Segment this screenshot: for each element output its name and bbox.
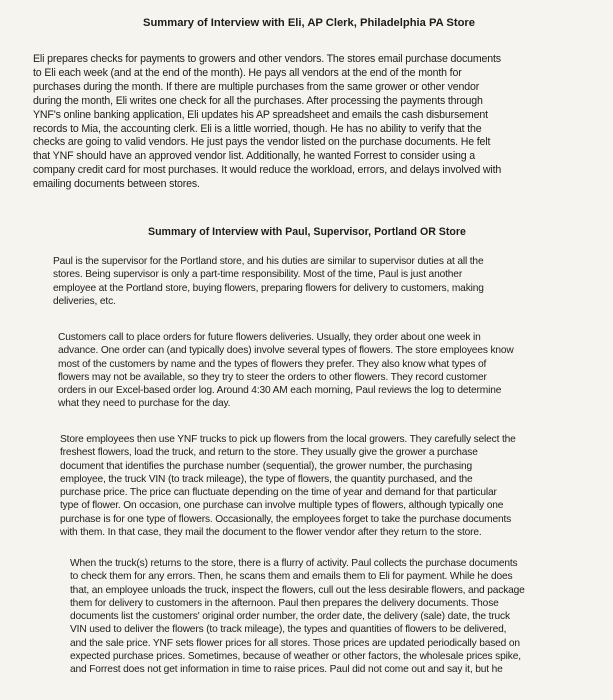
text-line: Store employees then use YNF trucks to pick up flowers from the local growers. They carefully select the [60,434,516,445]
text-line: to Eli each week (and at the end of the month). He pays all vendors at the end of the month for [33,66,462,79]
text-line: employee at the Portland store, buying flowers, preparing flowers for delivery to customers, making [53,282,484,294]
text-line: When the truck(s) returns to the store, there is a flurry of activity. Paul collects the purchase documents [70,558,518,569]
text-line: and the sale price. YNF sets flower prices for all stores. Those prices are updated periodically based on [70,637,520,649]
text-line: most of the customers by name and the types of flowers they prefer. They also know what types of [58,358,487,370]
text-line: that YNF should have an approved vendor list. Additionally, he wanted Forrest to consider using a [33,150,476,163]
text-line: employee, the truck VIN (to track mileage), the type of flowers, the quantity purchased, and the [60,473,473,485]
text-line: during the month, Eli writes one check for all the purchases. After processing the payments through [33,94,483,107]
text-line: what they need to purchase for the day. [58,398,231,410]
text-line: purchases during the month. If there are multiple purchases from the same grower or other vendor [33,80,480,93]
text-line: document that identifies the purchase number (sequential), the grower number, the purchasing [60,460,473,472]
text-line: company credit card for most purchases. It would reduce the workload, errors, and delays involved with [33,164,502,177]
text-line: purchase is for one type of flowers. Occasionally, the employees forget to take the purchase documents [60,513,512,525]
text-line: YNF's online banking application, Eli updates his AP spreadsheet and emails the cash disbursement [33,108,488,121]
text-line: orders in our Excel-based order log. Around 4:30 AM each morning, Paul reviews the log to determine [58,385,502,397]
text-line: deliveries, etc. [53,295,116,307]
text-line: type of flower. On occasion, one purchase can involve multiple types of flowers, although typically one [60,500,504,512]
paragraph-purchasing [60,433,516,539]
text-line: checks are going to valid vendors. He just pays the vendor listed on the purchase documents. He felt [33,136,491,149]
text-line: and Forrest does not get information in time to raise prices. Paul did not come out and say it, but he [70,664,503,676]
text-line: purchase price. The price can fluctuate depending on the time of year and demand for that particular [60,487,497,499]
text-line: expected purchase prices. Sometimes, because of weather or other factors, the wholesale prices spike, [70,651,521,663]
text-line: advance. One order can (and typically does) involve several types of flowers. The store employees know [58,345,514,357]
text-line: emailing documents between stores. [33,178,200,191]
text-line: freshest flowers, load the truck, and return to the store. They usually give the grower a purchase [60,447,478,459]
text-line: Customers call to place orders for future flowers deliveries. Usually, they order about one week in [58,332,481,343]
paragraph-deliveries [70,557,525,677]
text-line: with them. In that case, they mail the document to the flower vendor after they return to the store. [60,527,482,539]
text-line: flowers may not be available, so they try to steer the orders to other flowers. They record customer [58,371,487,383]
text-line: Paul is the supervisor for the Portland store, and his duties are similar to supervisor duties at all the [53,256,484,267]
text-line: documents list the customers' original order number, the order date, the delivery (sale) date, the truck [70,611,510,623]
text-line: Eli prepares checks for payments to growers and other vendors. The stores email purchase documents [33,53,501,65]
text-line: stores. Being supervisor is only a part-time responsibility. Most of the time, Paul is just another [53,269,463,281]
section-heading-paul: Summary of Interview with Paul, Supervisor, Portland OR Store [148,226,466,238]
paragraph-paul-role [53,255,484,308]
text-line: VIN used to deliver the flowers (to track mileage), the types and quantities of flowers to be delivered, [70,624,507,636]
text-line: them for delivery to customers in the afternoon. Paul then prepares the delivery documents. Those [70,597,499,609]
paragraph-eli [33,53,501,192]
section-heading-eli: Summary of Interview with Eli, AP Clerk, Philadelphia PA Store [143,17,475,29]
text-line: to check them for any errors. Then, he scans them and emails them to Eli for payment. While he does [70,571,513,583]
text-line: that, an employee unloads the truck, inspect the flowers, cull out the less desirable flowers, and package [70,584,525,596]
text-line: records to Mia, the accounting clerk. Eli is a little worried, though. He has no ability to verify that the [33,122,482,135]
paragraph-customer-orders [58,331,514,411]
